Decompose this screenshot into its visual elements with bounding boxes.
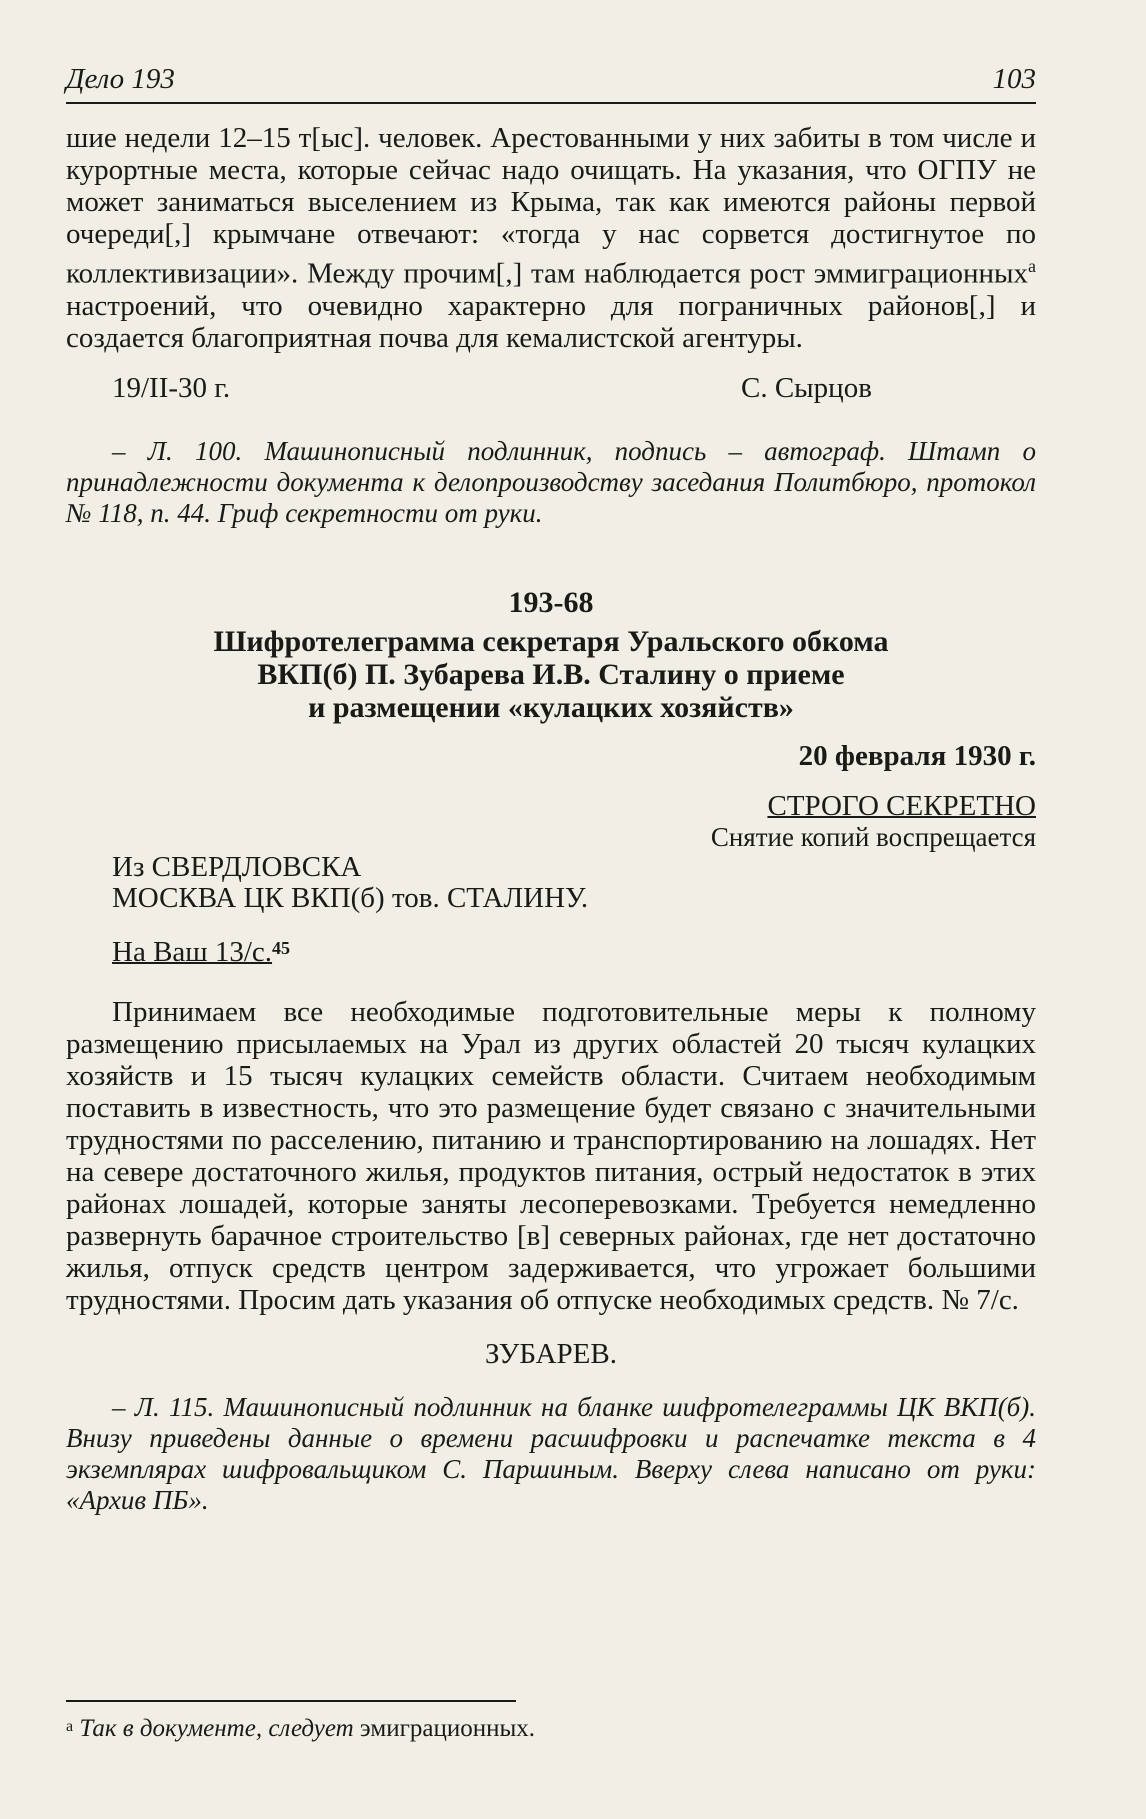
archival-note-2 xyxy=(66,1392,1036,1516)
intro-paragraph-text: шие недели 12–15 т[ыс]. человек. Арестованными у них забиты в том числе и курортные места, которые сейчас надо очищать. На указания, что ОГПУ не может заниматься выселением из Крыма, так как имеются районы первой очереди[,] крымчане отвечают: «тогда у нас сорвется достигнутое по коллективизации». Между прочим[,] там наблюдается рост эммиграционных xyxy=(66,122,1036,290)
note-dash: – xyxy=(112,435,148,466)
footnote-plain: эмиграционных. xyxy=(353,1715,536,1742)
footnote xyxy=(66,1714,1036,1744)
document-title xyxy=(66,625,1036,724)
footnote-italic: Так в документе, следует xyxy=(79,1715,354,1742)
archival-note-1-text: Л. 100. Машинописный подлинник, подпись – автограф. Штамп о принадлежности документа к делопроизводству заседания Политбюро, протокол № 118, п. 44. Гриф секретности от руки. xyxy=(66,435,1036,528)
document-title-line: Шифротелеграмма секретаря Уральского обкома xyxy=(213,624,889,658)
page-body xyxy=(66,122,1036,1516)
no-copy-notice: Снятие копий воспрещается xyxy=(710,821,1036,852)
document-title-line: ВКП(б) П. Зубарева И.В. Сталину о приеме xyxy=(257,657,845,691)
archival-note-1 xyxy=(66,436,1036,529)
document-title-line: и размещении «кулацких хозяйств» xyxy=(308,690,794,724)
reference-text: На Ваш 13/с. xyxy=(112,935,273,968)
first-signature-name: С. Сырцов xyxy=(741,371,872,404)
first-signature-date: 19/II-30 г. xyxy=(112,371,231,404)
page-number: 103 xyxy=(992,63,1036,95)
intro-paragraph xyxy=(66,122,1036,354)
page-header xyxy=(66,60,1036,104)
endnote-ref: 45 xyxy=(272,937,291,958)
telegram-text: Принимаем все необходимые подготовительные меры к полному размещению присылаемых на Урал из других областей 20 тысяч кулацких хозяйств и 15 тысяч кулацких семейств области. Считаем необходимым поставить в известность, что это размещение будет связано с значительными трудностями по расселению, питанию и транспортированию на лошадях. Нет на севере достаточного жилья, продуктов питания, острый недостаток в этих районах лошадей, которые заняты лесоперевозками. Требуется немедленно развернуть барачное строительство [в] северных районах, где нет достаточно жилья, отпуск средств центром задерживается, что угрожает большими трудностями. Просим дать указания об отпуске необходимых средств. № 7/с. xyxy=(66,995,1036,1316)
reference-line xyxy=(112,936,1036,968)
first-signature xyxy=(66,372,1036,408)
archival-note-2-text: Л. 115. Машинописный подлинник на бланке шифротелеграммы ЦК ВКП(б). Внизу приведены данные о времени расшифровки и распечатке текста в 4 экземплярах шифровальщиком С. Паршиным. Вверху слева написано от руки: «Архив ПБ». xyxy=(66,1391,1037,1515)
sender-line: Из СВЕРДЛОВСКА xyxy=(112,850,362,883)
signer-name: ЗУБАРЕВ. xyxy=(485,1337,617,1370)
secrecy-label: СТРОГО СЕКРЕТНО xyxy=(767,789,1036,822)
footnote-marker: а xyxy=(66,1718,74,1735)
note-dash: – xyxy=(112,1391,135,1422)
document-date: 20 февраля 1930 г. xyxy=(798,739,1036,772)
footnote-divider xyxy=(66,1700,516,1702)
secrecy-stamp xyxy=(66,790,1036,822)
intro-paragraph-end: настроений, что очевидно характерно для пограничных районов[,] и создается благоприятная почва для кемалистской агентуры. xyxy=(66,289,1036,354)
recipient-line: МОСКВА ЦК ВКП(б) тов. СТАЛИНУ. xyxy=(112,881,589,914)
footnote-ref: a xyxy=(1028,256,1036,276)
document-number: 193-68 xyxy=(508,585,594,619)
sender-block xyxy=(112,852,1036,914)
case-title: Дело 193 xyxy=(66,63,175,95)
